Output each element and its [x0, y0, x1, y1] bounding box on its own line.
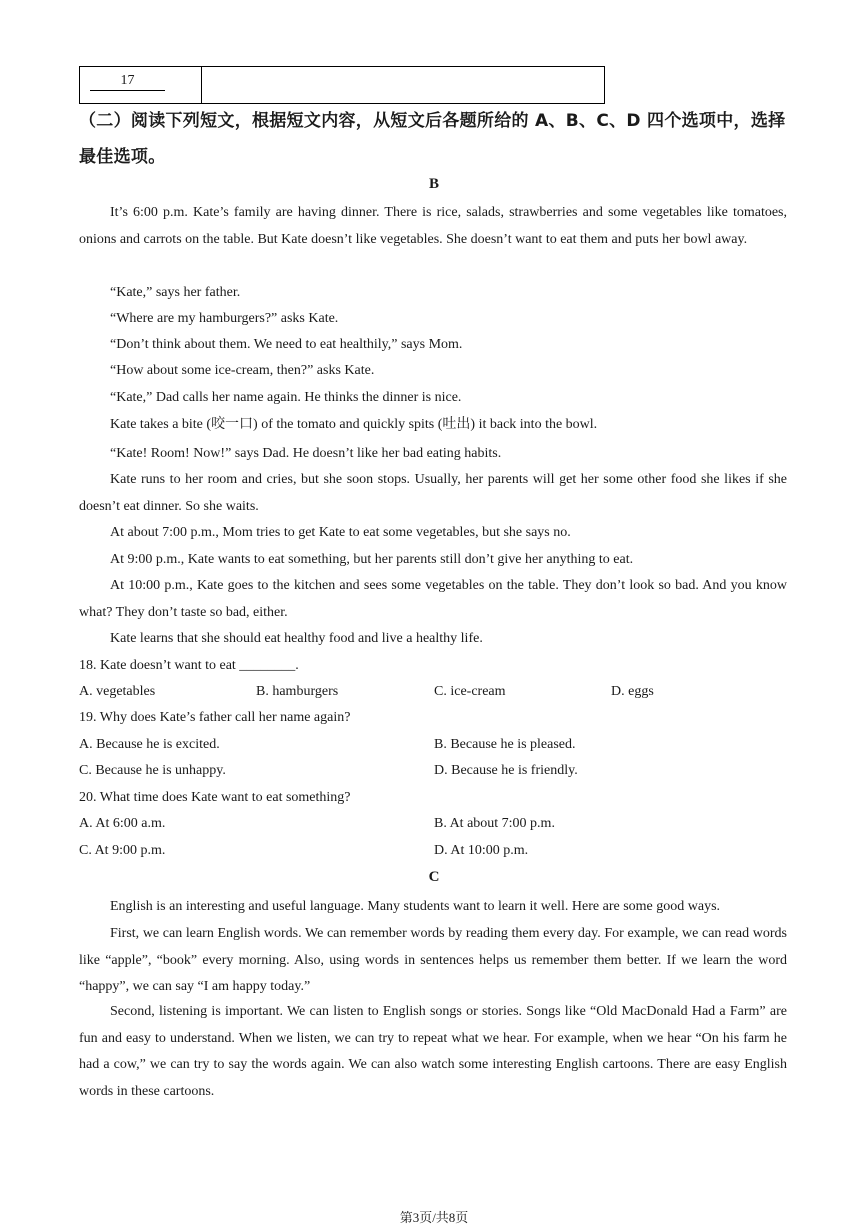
passage-paragraph: “Kate! Room! Now!” says Dad. He doesn’t like her bad eating habits. [110, 446, 502, 461]
question-20-option-b: B. At about 7:00 p.m. [434, 816, 555, 831]
passage-paragraph: “Don’t think about them. We need to eat healthily,” says Mom. [110, 337, 463, 352]
passage-paragraph: Kate learns that she should eat healthy food and live a healthy life. [110, 631, 483, 646]
passage-paragraph: Kate takes a bite (咬一口) of the tomato and quickly spits (吐出) it back into the bowl. [110, 417, 598, 432]
question-19-stem: 19. Why does Kate’s father call her name again? [79, 710, 351, 725]
question-19-option-b: B. Because he is pleased. [434, 737, 576, 752]
passage-paragraph: “Kate,” Dad calls her name again. He thinks the dinner is nice. [110, 390, 462, 405]
passage-paragraph: “Where are my hamburgers?” asks Kate. [110, 311, 339, 326]
passage-paragraph: “How about some ice-cream, then?” asks Kate. [110, 363, 375, 378]
passage-paragraph: First, we can learn English words. We can remember words by reading them every day. For example, we can read words like “apple”, “book” every morning. Also, using words in sentences helps us remember them better. If we learn the word “happy”, we can say “I am happy today.” [79, 926, 787, 994]
answer-table [79, 66, 605, 104]
question-19-option-a: A. Because he is excited. [79, 737, 220, 752]
answer-number-cell [80, 67, 202, 103]
passage-paragraph: At 10:00 p.m., Kate goes to the kitchen and sees some vegetables on the table. They don’t look so bad. And you know what? They don’t taste so bad, either. [79, 578, 787, 620]
section-instructions: （二）阅读下列短文，根据短文内容，从短文后各题所给的 A、B、C、D 四个选项中，选择最佳选项。 [79, 111, 786, 167]
answer-blank-cell [202, 67, 604, 103]
question-18-option-b: B. hamburgers [256, 684, 339, 699]
passage-paragraph: At about 7:00 p.m., Mom tries to get Kate to eat some vegetables, but she says no. [110, 525, 571, 540]
question-20-option-a: A. At 6:00 a.m. [79, 816, 166, 831]
answer-number: 17 [90, 72, 165, 91]
question-18-stem: 18. Kate doesn’t want to eat ________. [79, 658, 299, 673]
passage-paragraph: It’s 6:00 p.m. Kate’s family are having dinner. There is rice, salads, strawberries and some vegetables like tomatoes, onions and carrots on the table. But Kate doesn’t like vegetables. She doesn’t want to eat them and puts her bowl away. [79, 205, 787, 247]
question-20-stem: 20. What time does Kate want to eat something? [79, 790, 351, 805]
question-19-option-d: D. Because he is friendly. [434, 763, 578, 778]
passage-paragraph: Kate runs to her room and cries, but she soon stops. Usually, her parents will get her some other food she likes if she doesn’t eat dinner. So she waits. [79, 472, 787, 514]
passage-c-title: C [428, 869, 440, 885]
passage-paragraph: “Kate,” says her father. [110, 285, 241, 300]
question-19-option-c: C. Because he is unhappy. [79, 763, 226, 778]
passage-paragraph: English is an interesting and useful language. Many students want to learn it well. Here are some good ways. [110, 899, 721, 914]
question-18-option-d: D. eggs [611, 684, 654, 699]
passage-paragraph: At 9:00 p.m., Kate wants to eat something, but her parents still don’t give her anything to eat. [110, 552, 634, 567]
question-18-option-c: C. ice-cream [434, 684, 506, 699]
passage-b-title: B [428, 176, 439, 192]
question-18-option-a: A. vegetables [79, 684, 156, 699]
page-footer: 第3页/共8页 [399, 1210, 469, 1225]
passage-paragraph: Second, listening is important. We can listen to English songs or stories. Songs like “Old MacDonald Had a Farm” are fun and easy to understand. When we listen, we can try to repeat what we hear. For example, when we hear “On his farm he had a cow,” we can try to say the words again. We can also watch some interesting English cartoons. There are easy English words in these cartoons. [79, 1004, 787, 1099]
question-20-option-c: C. At 9:00 p.m. [79, 843, 166, 858]
question-20-option-d: D. At 10:00 p.m. [434, 843, 529, 858]
